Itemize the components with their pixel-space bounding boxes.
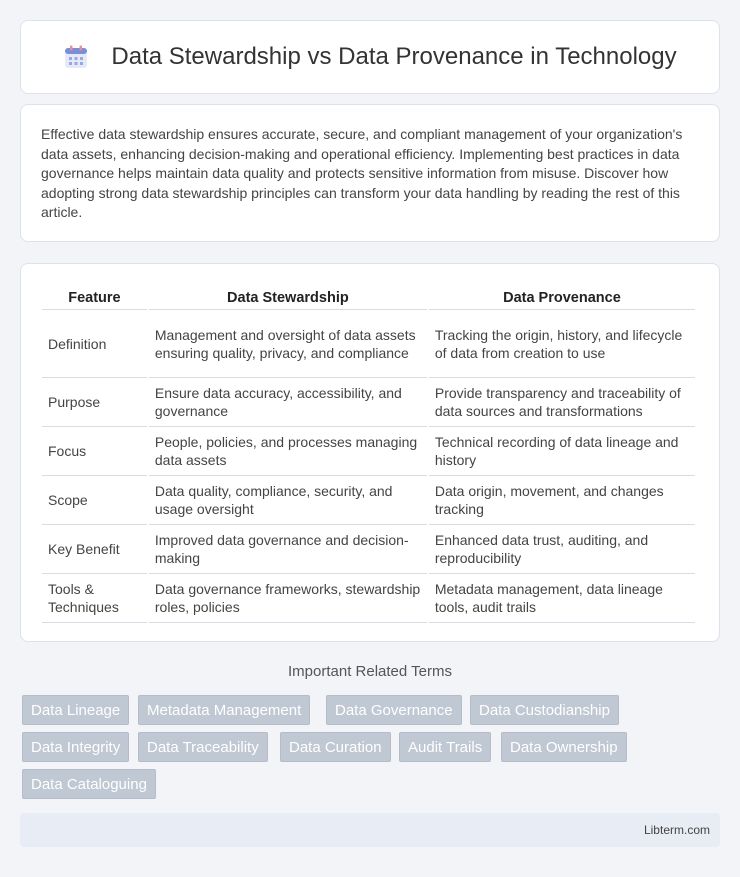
page-title: Data Stewardship vs Data Provenance in Technology bbox=[111, 43, 677, 70]
table-row bbox=[42, 310, 695, 378]
stewardship-cell: Ensure data accuracy, accessibility, and governance bbox=[149, 378, 427, 427]
intro-text: Effective data stewardship ensures accurate, secure, and compliant management of your organization's data assets, enhancing decision-making and operational efficiency. Implementing best practices in data governance helps maintain data quality and protects sensitive information from misuse. Discover how adopting strong data stewardship principles can transform your data handling by reading the rest of this article. bbox=[41, 126, 683, 220]
calendar-icon bbox=[63, 44, 89, 70]
feature-cell: Definition bbox=[42, 310, 147, 378]
tag-data-ownership[interactable]: Data Ownership bbox=[501, 732, 627, 762]
table-row bbox=[42, 525, 695, 574]
stewardship-cell: People, policies, and processes managing data assets bbox=[149, 427, 427, 476]
related-terms-title: Important Related Terms bbox=[288, 663, 452, 680]
tag-data-integrity[interactable]: Data Integrity bbox=[22, 732, 129, 762]
tag-data-lineage[interactable]: Data Lineage bbox=[22, 695, 129, 725]
stewardship-cell: Data quality, compliance, security, and usage oversight bbox=[149, 476, 427, 525]
tag-audit-trails[interactable]: Audit Trails bbox=[399, 732, 491, 762]
comparison-table bbox=[40, 284, 697, 623]
header-data-provenance: Data Provenance bbox=[429, 284, 695, 310]
provenance-cell: Provide transparency and traceability of data sources and transformations bbox=[429, 378, 695, 427]
intro-card bbox=[20, 104, 720, 242]
stewardship-cell: Data governance frameworks, stewardship roles, policies bbox=[149, 574, 427, 623]
tag-data-governance[interactable]: Data Governance bbox=[326, 695, 462, 725]
footer bbox=[20, 813, 720, 847]
footer-site-link[interactable]: Libterm.com bbox=[643, 823, 710, 837]
table-row bbox=[42, 378, 695, 427]
provenance-cell: Tracking the origin, history, and lifecycle of data from creation to use bbox=[429, 310, 695, 378]
provenance-cell: Technical recording of data lineage and history bbox=[429, 427, 695, 476]
feature-cell: Tools & Techniques bbox=[42, 574, 147, 623]
table-row bbox=[42, 427, 695, 476]
feature-cell: Focus bbox=[42, 427, 147, 476]
tag-data-curation[interactable]: Data Curation bbox=[280, 732, 391, 762]
tag-data-traceability[interactable]: Data Traceability bbox=[138, 732, 268, 762]
tag-metadata-management[interactable]: Metadata Management bbox=[138, 695, 310, 725]
stewardship-cell: Improved data governance and decision-making bbox=[149, 525, 427, 574]
stewardship-cell: Management and oversight of data assets ensuring quality, privacy, and compliance bbox=[149, 310, 427, 378]
table-row bbox=[42, 476, 695, 525]
provenance-cell: Metadata management, data lineage tools, audit trails bbox=[429, 574, 695, 623]
provenance-cell: Enhanced data trust, auditing, and reproducibility bbox=[429, 525, 695, 574]
feature-cell: Key Benefit bbox=[42, 525, 147, 574]
title-card bbox=[20, 20, 720, 94]
header-data-stewardship: Data Stewardship bbox=[149, 284, 427, 310]
tag-data-custodianship[interactable]: Data Custodianship bbox=[470, 695, 619, 725]
provenance-cell: Data origin, movement, and changes tracking bbox=[429, 476, 695, 525]
header-feature: Feature bbox=[42, 284, 147, 310]
feature-cell: Scope bbox=[42, 476, 147, 525]
tag-data-cataloguing[interactable]: Data Cataloguing bbox=[22, 769, 156, 799]
comparison-card bbox=[20, 263, 720, 642]
table-row bbox=[42, 574, 695, 623]
feature-cell: Purpose bbox=[42, 378, 147, 427]
